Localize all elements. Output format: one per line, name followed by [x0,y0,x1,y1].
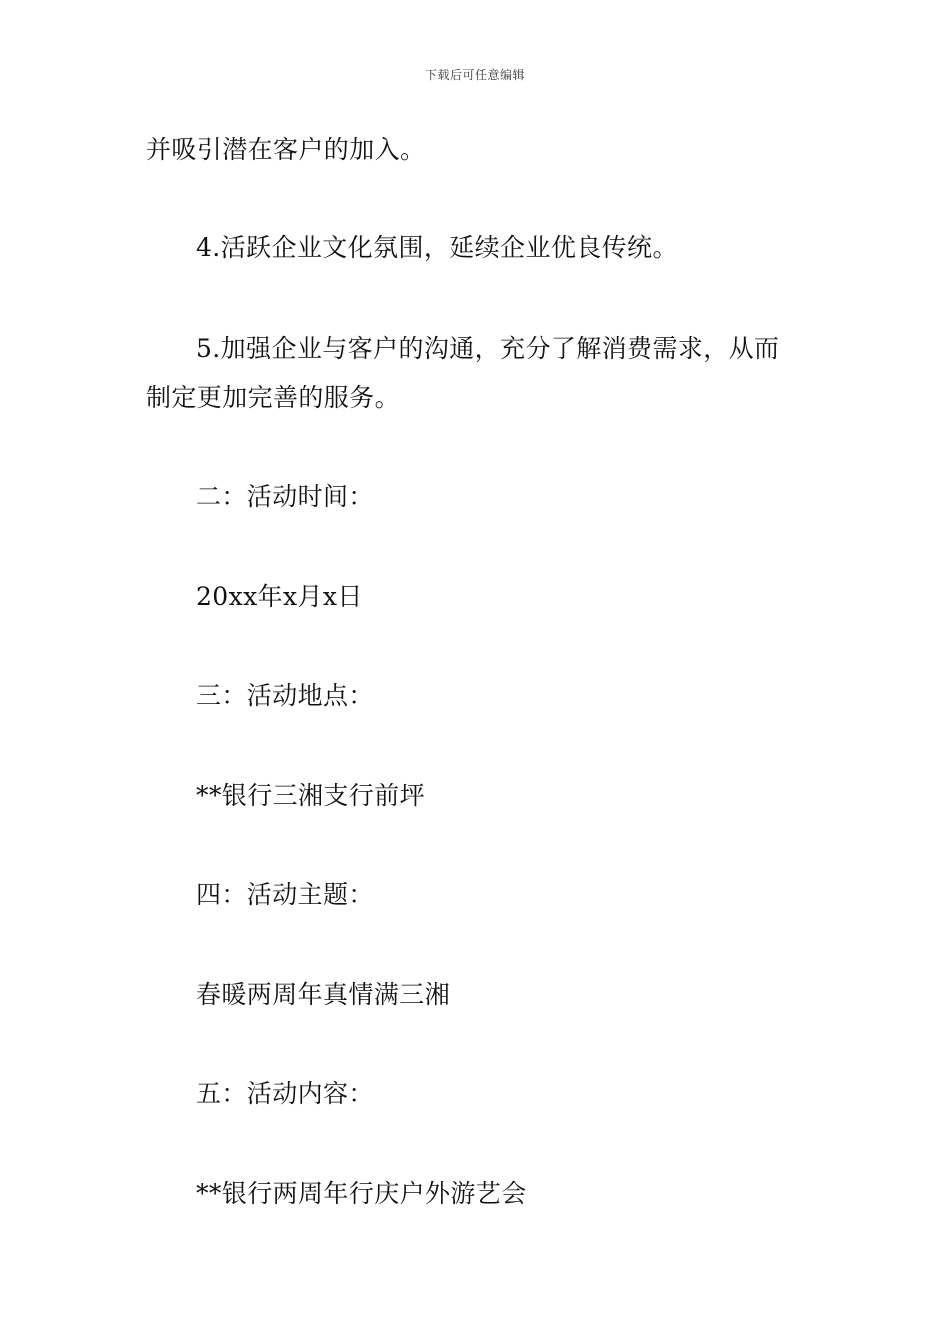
paragraph-line: 4.活跃企业文化氛围，延续企业优良传统。 [196,233,678,262]
activity-date: 20xx年x月x日 [196,582,363,611]
paragraph-line: 并吸引潜在客户的加入。 [146,135,426,164]
page-header: 下载后可任意编辑 [424,68,525,82]
section-heading-time: 二：活动时间： [196,482,374,511]
section-heading-location: 三：活动地点： [196,681,374,710]
activity-content: **银行两周年行庆户外游艺会 [196,1179,527,1208]
section-heading-theme: 四：活动主题： [196,880,374,909]
section-heading-content: 五：活动内容： [196,1079,374,1108]
activity-location: **银行三湘支行前坪 [196,781,426,810]
paragraph-line: 5.加强企业与客户的沟通，充分了解消费需求，从而 [196,334,780,363]
paragraph-line: 制定更加完善的服务。 [146,383,401,412]
activity-theme: 春暖两周年真情满三湘 [196,980,451,1009]
